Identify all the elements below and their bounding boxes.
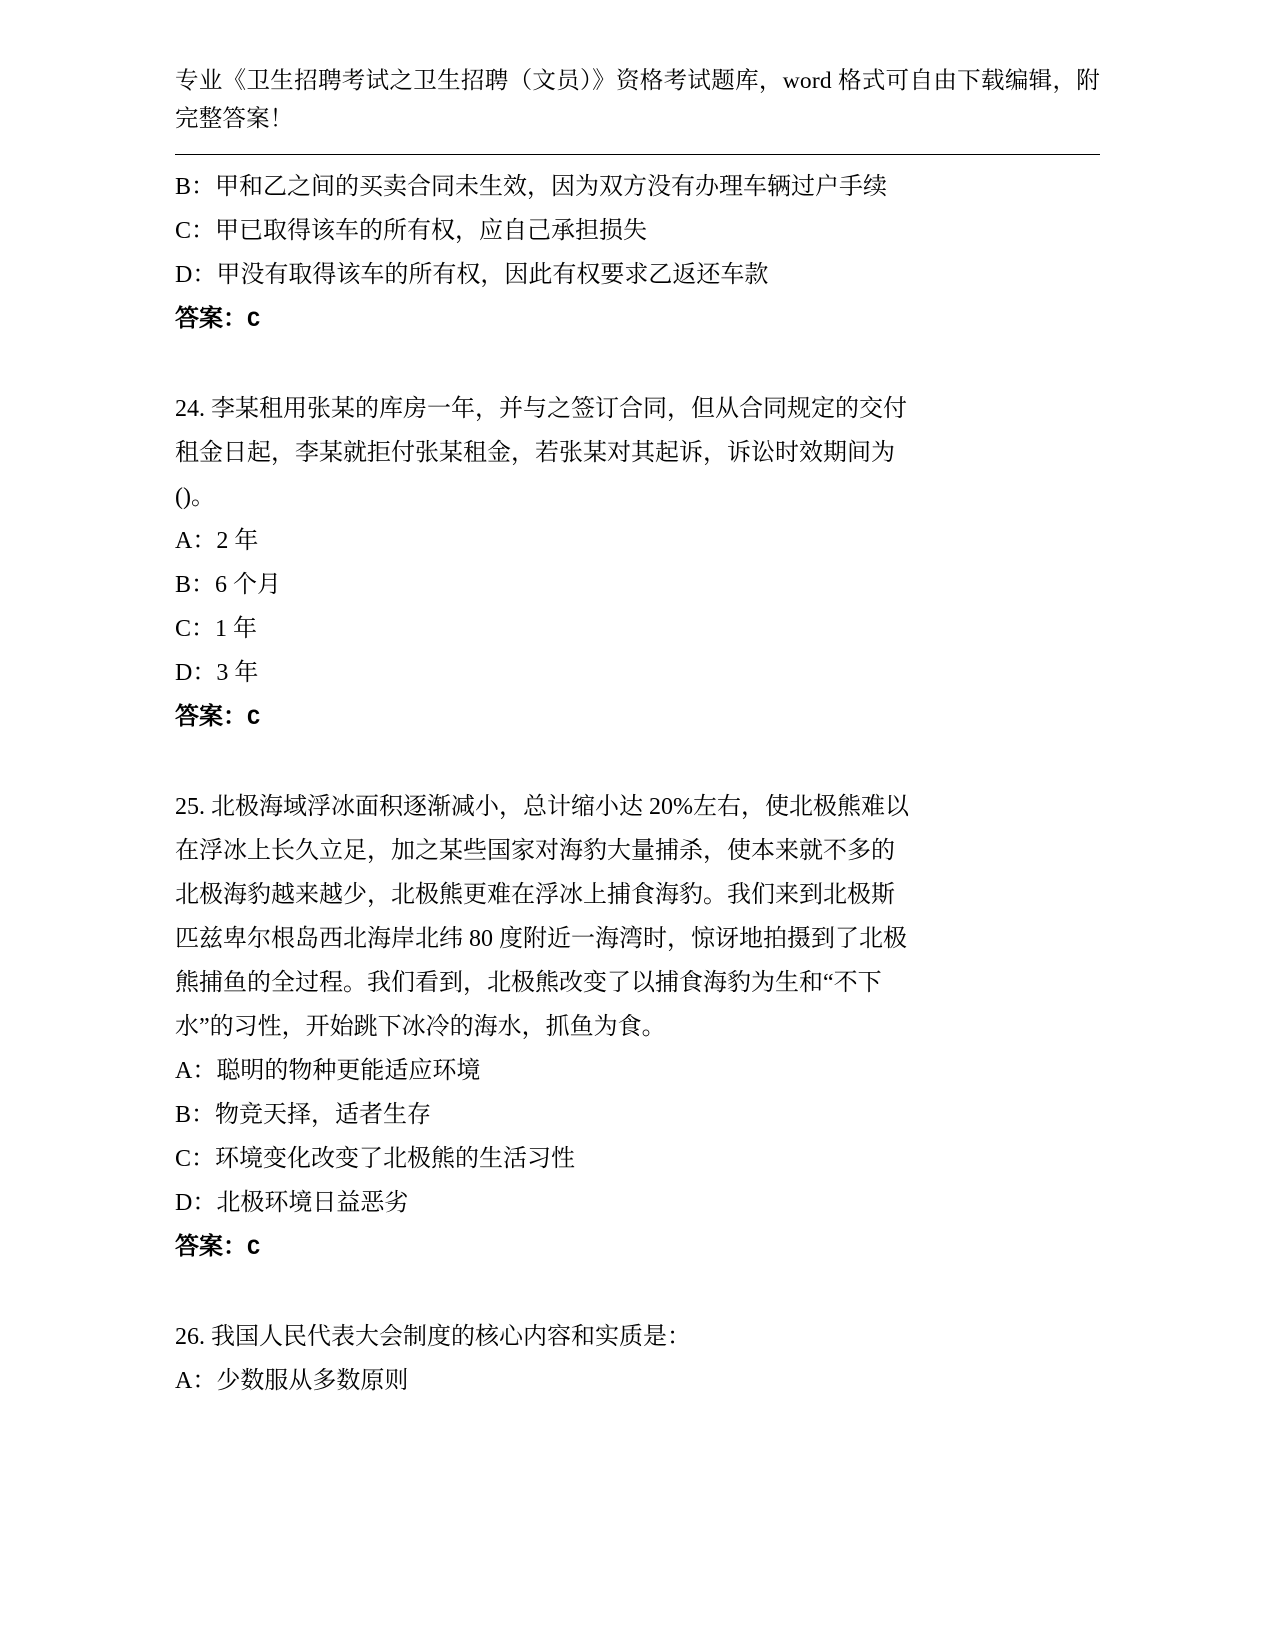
answer-row xyxy=(175,297,1100,343)
question-list xyxy=(175,165,1100,1403)
question-stem-line: 25. 北极海域浮冰面积逐渐减小，总计缩小达 20%左右，使北极熊难以 xyxy=(175,794,909,820)
option-a: A：少数服从多数原则 xyxy=(175,1368,409,1394)
option-b: B：6 个月 xyxy=(175,572,282,598)
question-stem-line: 26. 我国人民代表大会制度的核心内容和实质是： xyxy=(175,1324,691,1350)
question-block-25 xyxy=(175,785,1100,1271)
header-divider xyxy=(175,154,1100,155)
question-stem-line: 北极海豹越来越少，北极熊更难在浮冰上捕食海豹。我们来到北极斯 xyxy=(175,882,895,908)
question-stem-line: 匹兹卑尔根岛西北海岸北纬 80 度附近一海湾时，惊讶地拍摄到了北极 xyxy=(175,926,907,952)
block-spacer xyxy=(175,741,1100,785)
question-block-23 xyxy=(175,165,1100,343)
answer-label: 答案： xyxy=(175,306,247,332)
answer-row xyxy=(175,695,1100,741)
document-content xyxy=(175,62,1100,1403)
question-stem-line: 熊捕鱼的全过程。我们看到，北极熊改变了以捕食海豹为生和“不下 xyxy=(175,970,882,996)
option-c: C：1 年 xyxy=(175,616,258,642)
option-b: B：甲和乙之间的买卖合同未生效，因为双方没有办理车辆过户手续 xyxy=(175,174,888,200)
answer-value: C xyxy=(247,1236,261,1261)
option-a: A：2 年 xyxy=(175,528,259,554)
answer-label: 答案： xyxy=(175,704,247,730)
option-b: B：物竞天择，适者生存 xyxy=(175,1102,432,1128)
question-stem-line: 租金日起，李某就拒付张某租金，若张某对其起诉，诉讼时效期间为 xyxy=(175,440,895,466)
question-block-26 xyxy=(175,1315,1100,1403)
question-stem-line: 在浮冰上长久立足，加之某些国家对海豹大量捕杀，使本来就不多的 xyxy=(175,838,895,864)
option-c: C：甲已取得该车的所有权，应自己承担损失 xyxy=(175,218,648,244)
question-stem-line: ()。 xyxy=(175,484,215,510)
block-spacer xyxy=(175,343,1100,387)
question-stem-line: 水”的习性，开始跳下冰冷的海水，抓鱼为食。 xyxy=(175,1014,666,1040)
option-d: D：北极环境日益恶劣 xyxy=(175,1190,409,1216)
document-header: 专业《卫生招聘考试之卫生招聘（文员）》资格考试题库，word 格式可自由下载编辑，附完整答案！ xyxy=(175,68,1100,132)
answer-row xyxy=(175,1225,1100,1271)
block-spacer xyxy=(175,1271,1100,1315)
answer-label: 答案： xyxy=(175,1234,247,1260)
option-d: D：甲没有取得该车的所有权，因此有权要求乙返还车款 xyxy=(175,262,769,288)
option-a: A：聪明的物种更能适应环境 xyxy=(175,1058,481,1084)
question-block-24 xyxy=(175,387,1100,741)
answer-value: C xyxy=(247,308,261,333)
option-d: D：3 年 xyxy=(175,660,259,686)
answer-value: C xyxy=(247,706,261,731)
question-stem-line: 24. 李某租用张某的库房一年，并与之签订合同，但从合同规定的交付 xyxy=(175,396,907,422)
option-c: C：环境变化改变了北极熊的生活习性 xyxy=(175,1146,576,1172)
